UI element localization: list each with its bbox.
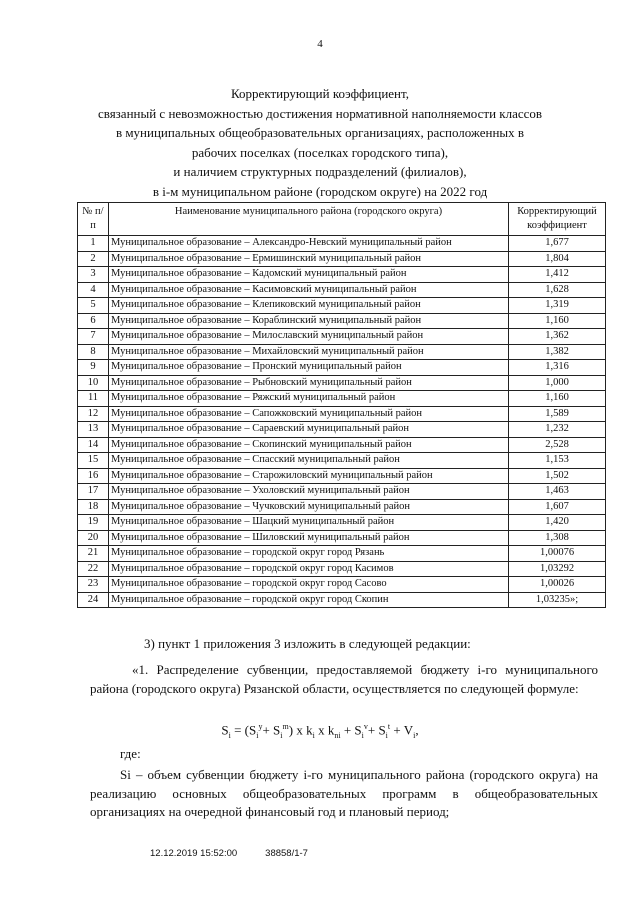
row-name: Муниципальное образование – Кадомский муниципальный район [109, 267, 509, 283]
row-name: Муниципальное образование – Александро-Невский муниципальный район [109, 236, 509, 252]
heading-line: в муниципальных общеобразовательных организациях, расположенных в [115, 125, 525, 140]
row-number: 16 [78, 468, 109, 484]
row-coefficient: 1,628 [509, 282, 606, 298]
row-name: Муниципальное образование – Сапожковский муниципальный район [109, 406, 509, 422]
row-name: Муниципальное образование – Пронский муниципальный район [109, 360, 509, 376]
header-coef: Корректирующий коэффициент [509, 203, 606, 236]
row-number: 7 [78, 329, 109, 345]
row-number: 24 [78, 592, 109, 608]
row-name: Муниципальное образование – городской округ город Сасово [109, 577, 509, 593]
header-name: Наименование муниципального района (городского округа) [109, 203, 509, 236]
row-name: Муниципальное образование – Михайловский муниципальный район [109, 344, 509, 360]
table-row [78, 422, 606, 438]
row-number: 5 [78, 298, 109, 314]
table-row [78, 329, 606, 345]
row-number: 17 [78, 484, 109, 500]
row-number: 20 [78, 530, 109, 546]
table-row [78, 391, 606, 407]
row-name: Муниципальное образование – Сараевский муниципальный район [109, 422, 509, 438]
row-coefficient: 1,502 [509, 468, 606, 484]
row-name: Муниципальное образование – Рыбновский муниципальный район [109, 375, 509, 391]
row-name: Муниципальное образование – Чучковский муниципальный район [109, 499, 509, 515]
table-row [78, 561, 606, 577]
row-number: 2 [78, 251, 109, 267]
row-coefficient: 1,153 [509, 453, 606, 469]
row-number: 13 [78, 422, 109, 438]
row-coefficient: 1,232 [509, 422, 606, 438]
row-coefficient: 1,00026 [509, 577, 606, 593]
row-name: Муниципальное образование – Ухоловский муниципальный район [109, 484, 509, 500]
row-coefficient: 1,420 [509, 515, 606, 531]
row-number: 19 [78, 515, 109, 531]
footer-doc-id: 38858/1-7 [265, 848, 308, 859]
row-number: 23 [78, 577, 109, 593]
row-name: Муниципальное образование – Кораблинский муниципальный район [109, 313, 509, 329]
row-name: Муниципальное образование – Старожиловский муниципальный район [109, 468, 509, 484]
paragraph-definition: Si – объем субвенции бюджету i-го муниципального района (городского округа) на реализацию основных общеобразовательных программ в общеобразовательных организациях на очередной финансовый год и плановый период; [90, 767, 598, 819]
row-coefficient: 1,03292 [509, 561, 606, 577]
table-row [78, 282, 606, 298]
row-coefficient: 1,00076 [509, 546, 606, 562]
table-row [78, 267, 606, 283]
row-number: 18 [78, 499, 109, 515]
heading-line: в i-м муниципальном районе (городском округе) на 2022 год [152, 183, 488, 199]
table-header-row [78, 203, 606, 236]
row-name: Муниципальное образование – городской округ город Рязань [109, 546, 509, 562]
row-name: Муниципальное образование – Ряжский муниципальный район [109, 391, 509, 407]
table-row [78, 453, 606, 469]
heading-line: связанный с невозможностью достижения нормативной наполняемости классов [97, 105, 543, 121]
row-coefficient: 1,677 [509, 236, 606, 252]
where-label: где: [120, 746, 141, 761]
row-name: Муниципальное образование – городской округ город Касимов [109, 561, 509, 577]
row-name: Муниципальное образование – Спасский муниципальный район [109, 453, 509, 469]
row-name: Муниципальное образование – Ермишинский муниципальный район [109, 251, 509, 267]
page-number: 4 [317, 38, 323, 50]
row-number: 6 [78, 313, 109, 329]
row-coefficient: 1,319 [509, 298, 606, 314]
table-row [78, 406, 606, 422]
table-row [78, 577, 606, 593]
coefficient-table [77, 202, 606, 608]
row-coefficient: 1,316 [509, 360, 606, 376]
formula: $S_i = (S_i^y+ S_i^m)$ x $k_i$ x $k_{ni} + S_i^v+ S_i^t + V_i$, [221, 722, 419, 740]
row-coefficient: 1,160 [509, 313, 606, 329]
row-number: 8 [78, 344, 109, 360]
row-number: 10 [78, 375, 109, 391]
row-name: Муниципальное образование – Касимовский муниципальный район [109, 282, 509, 298]
row-number: 22 [78, 561, 109, 577]
row-name: Муниципальное образование – Скопинский муниципальный район [109, 437, 509, 453]
row-name: Муниципальное образование – Шиловский муниципальный район [109, 530, 509, 546]
row-number: 11 [78, 391, 109, 407]
table-row [78, 344, 606, 360]
table-row [78, 375, 606, 391]
row-coefficient: 1,412 [509, 267, 606, 283]
table-row [78, 251, 606, 267]
table-row [78, 484, 606, 500]
table-row [78, 468, 606, 484]
row-coefficient: 1,607 [509, 499, 606, 515]
table-row [78, 592, 606, 608]
row-coefficient: 1,000 [509, 375, 606, 391]
table-row [78, 236, 606, 252]
row-name: Муниципальное образование – Клепиковский муниципальный район [109, 298, 509, 314]
row-number: 1 [78, 236, 109, 252]
table-row [78, 360, 606, 376]
row-number: 21 [78, 546, 109, 562]
footer-stamp [150, 848, 308, 859]
row-name: Муниципальное образование – Милославский муниципальный район [109, 329, 509, 345]
amendment-item: 3) пункт 1 приложения 3 изложить в следующей редакции: [144, 636, 471, 651]
row-number: 12 [78, 406, 109, 422]
header-num: № п/п [78, 203, 109, 236]
heading-line: Корректирующий коэффициент, [231, 86, 409, 101]
row-coefficient: 1,362 [509, 329, 606, 345]
row-coefficient: 1,382 [509, 344, 606, 360]
heading-line: рабочих поселках (поселках городского типа), [191, 144, 449, 160]
table-row [78, 530, 606, 546]
row-coefficient: 1,03235»; [509, 592, 606, 608]
document-heading [0, 84, 640, 201]
row-number: 3 [78, 267, 109, 283]
table-row [78, 298, 606, 314]
row-number: 9 [78, 360, 109, 376]
heading-line: и наличием структурных подразделений (филиалов), [173, 164, 467, 179]
footer-timestamp: 12.12.2019 15:52:00 [150, 848, 238, 859]
table-row [78, 313, 606, 329]
paragraph-distribution: «1. Распределение субвенции, предоставляемой бюджету i-го муниципального района (городского округа) Рязанской области, осуществляется по следующей формуле: [90, 662, 598, 696]
row-coefficient: 1,804 [509, 251, 606, 267]
table-row [78, 499, 606, 515]
table-row [78, 437, 606, 453]
table-row [78, 546, 606, 562]
row-number: 14 [78, 437, 109, 453]
table-row [78, 515, 606, 531]
row-coefficient: 1,463 [509, 484, 606, 500]
row-coefficient: 1,589 [509, 406, 606, 422]
row-coefficient: 1,308 [509, 530, 606, 546]
row-number: 4 [78, 282, 109, 298]
row-name: Муниципальное образование – городской округ город Скопин [109, 592, 509, 608]
row-number: 15 [78, 453, 109, 469]
row-name: Муниципальное образование – Шацкий муниципальный район [109, 515, 509, 531]
row-coefficient: 2,528 [509, 437, 606, 453]
row-coefficient: 1,160 [509, 391, 606, 407]
